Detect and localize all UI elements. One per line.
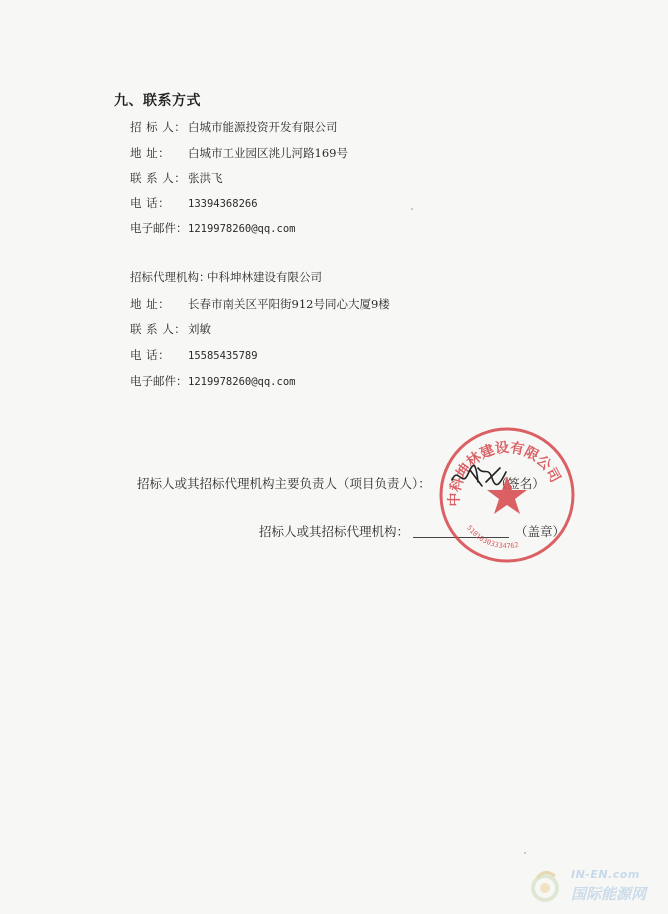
tenderer-email: 1219978260@qq.com — [188, 223, 296, 235]
agency-address-row — [130, 296, 390, 312]
tenderer-email-row — [130, 220, 295, 236]
seal-text: 中科坤林建设有限公司 — [446, 439, 564, 507]
agency-email-row — [130, 373, 295, 389]
watermark-brand-cn: 国际能源网 — [571, 885, 647, 903]
agency-contact-label: 联 系 人： — [130, 322, 187, 336]
tenderer-address-label: 地 址： — [130, 146, 171, 160]
tenderer-name-row — [130, 119, 338, 135]
company-seal-icon — [436, 424, 578, 566]
tenderer-contact-row — [130, 170, 223, 186]
tenderer-address-row — [130, 145, 348, 161]
tenderer-address: 白城市工业园区洮儿河路169号 — [188, 146, 348, 160]
agency-value: 中科坤林建设有限公司 — [207, 270, 322, 284]
handwritten-signature-icon — [448, 462, 512, 492]
agency-address: 长春市南关区平阳街912号同心大厦9楼 — [188, 297, 390, 311]
svg-text:51010303334762 — [465, 524, 519, 550]
agency-address-label: 地 址： — [130, 297, 171, 311]
seal-suffix: （盖章） — [515, 524, 566, 539]
agency-phone: 15585435789 — [188, 350, 258, 362]
tenderer-contact: 张洪飞 — [188, 171, 223, 185]
scan-speck — [411, 208, 413, 210]
scan-speck — [524, 852, 526, 854]
agency-label: 招标代理机构： — [130, 270, 211, 284]
tenderer-contact-label: 联 系 人： — [130, 171, 187, 185]
agency-phone-label: 电 话： — [130, 348, 171, 362]
agency-contact: 刘敏 — [188, 322, 211, 336]
tenderer-label: 招 标 人： — [130, 120, 187, 134]
signature-suffix: （签名） — [494, 476, 545, 491]
tenderer-phone-label: 电 话： — [130, 196, 171, 210]
section-title: 九、联系方式 — [114, 93, 201, 109]
agency-name-row — [130, 269, 322, 285]
watermark-brand-en: IN-EN.com — [571, 868, 640, 881]
tenderer-value: 白城市能源投资开发有限公司 — [188, 120, 338, 134]
signature-label: 招标人或其招标代理机构主要负责人（项目负责人）： — [137, 476, 431, 491]
tenderer-phone: 13394368266 — [188, 198, 258, 210]
seal-number: 51010303334762 — [464, 523, 520, 551]
tenderer-email-label: 电子邮件： — [130, 221, 188, 235]
agency-email: 1219978260@qq.com — [188, 376, 296, 388]
tenderer-phone-row — [130, 195, 258, 211]
agency-email-label: 电子邮件： — [130, 374, 188, 388]
agency-phone-row — [130, 347, 258, 363]
agency-contact-row — [130, 321, 211, 337]
seal-label: 招标人或其招标代理机构： — [259, 524, 410, 539]
